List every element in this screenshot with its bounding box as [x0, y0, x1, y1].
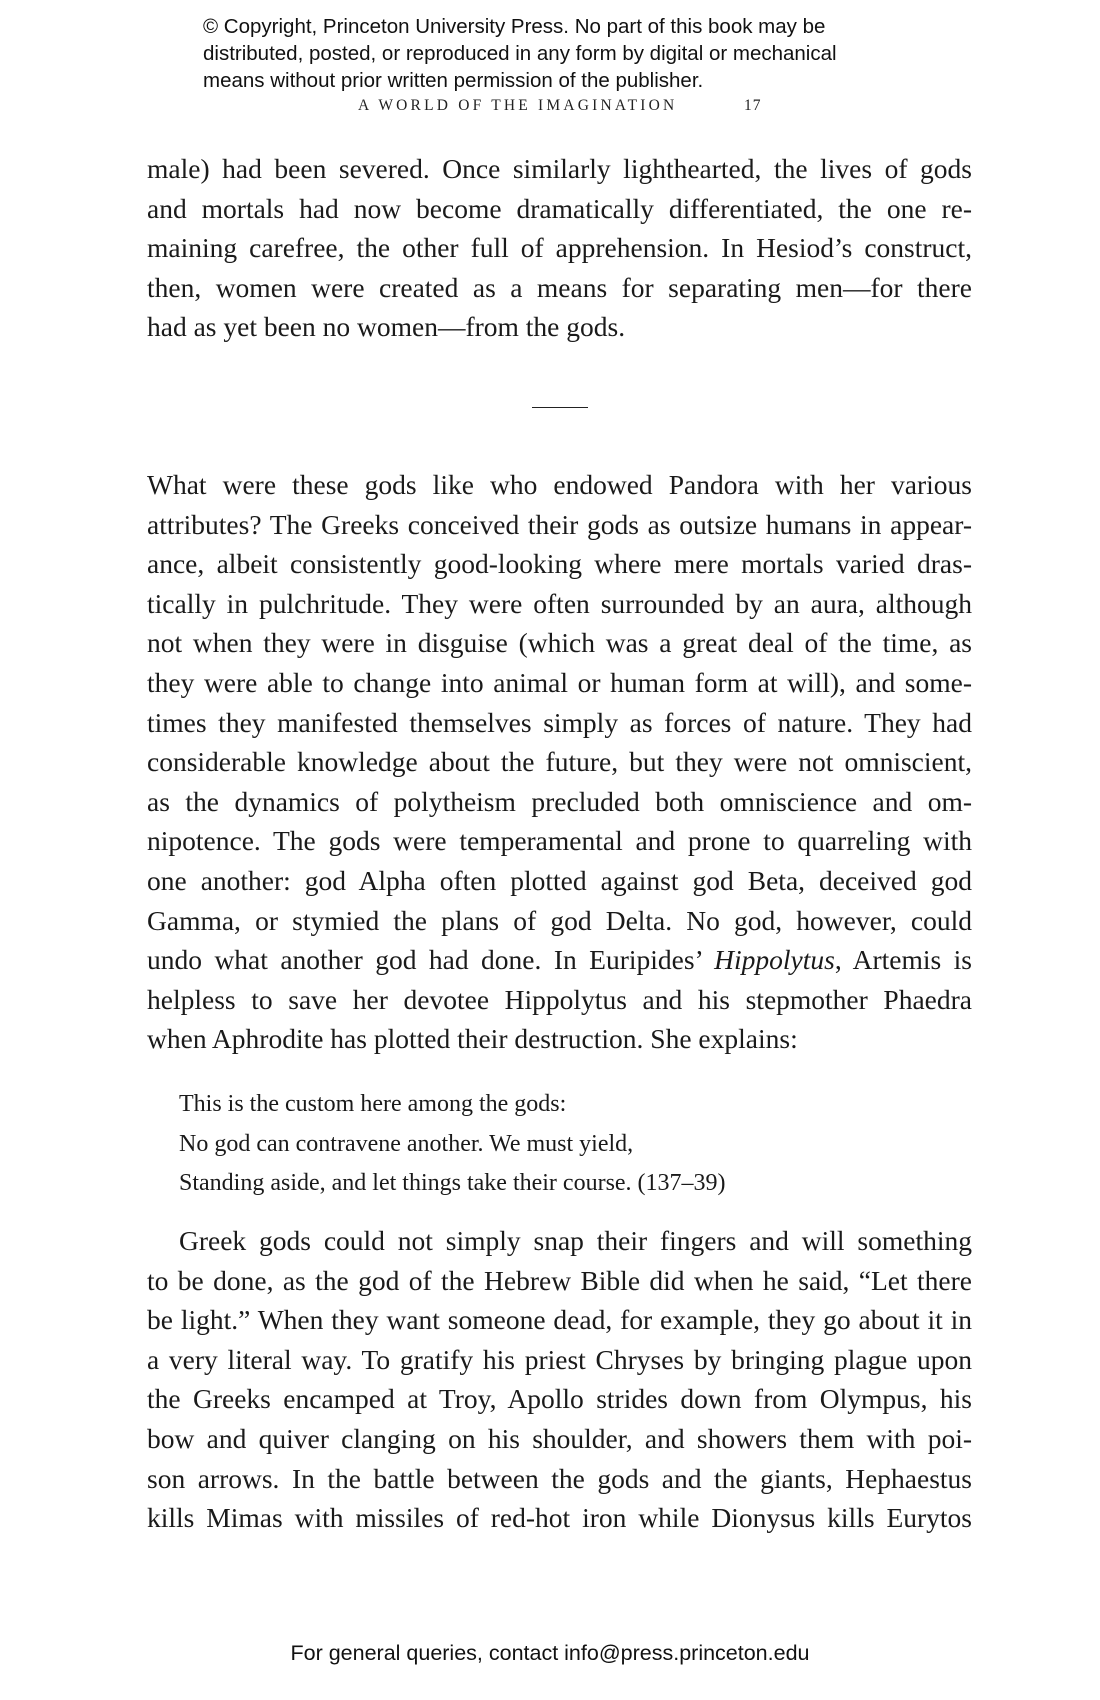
- text-line: What were these gods like who endowed Pandora with her various: [147, 469, 972, 500]
- text-line: nipotence. The gods were temperamental and prone to quarreling with: [147, 825, 972, 857]
- text-line: as the dynamics of polytheism precluded both omniscience and om-: [147, 785, 972, 817]
- text-line: considerable knowledge about the future, but they were not omniscient,: [147, 746, 972, 778]
- text-line: to be done, as the god of the Hebrew Bible did when he said, “Let there: [147, 1264, 972, 1296]
- text-line: tically in pulchritude. They were often surrounded by an aura, although: [147, 587, 972, 619]
- text-line: ance, albeit consistently good-looking where mere mortals varied dras-: [147, 548, 972, 580]
- text-line: one another: god Alpha often plotted against god Beta, deceived god: [147, 864, 972, 896]
- work-title: Hippolytus: [714, 944, 835, 976]
- text-line: times they manifested themselves simply as forces of nature. They had: [147, 706, 972, 738]
- copyright-line: means without prior written permission of the publisher.: [203, 69, 704, 92]
- running-head-title: A WORLD OF THE IMAGINATION: [358, 97, 678, 114]
- copyright-notice: [203, 13, 963, 94]
- text-line: had as yet been no women—from the gods.: [147, 311, 626, 343]
- text-line: maining carefree, the other full of apprehension. In Hesiod’s construct,: [147, 232, 972, 264]
- page-number: 17: [744, 97, 762, 114]
- text-line: and mortals had now become dramatically differentiated, the one re-: [147, 192, 972, 224]
- paragraph-1: [147, 149, 972, 347]
- text-line: Gamma, or stymied the plans of god Delta. No god, however, could: [147, 904, 972, 936]
- text-fragment: undo what another god had done. In Euripides’: [147, 944, 715, 976]
- block-quotation: [179, 1085, 726, 1204]
- verse-line: No god can contravene another. We must yield,: [179, 1130, 634, 1157]
- verse-line: Standing aside, and let things take their course. (137–39): [179, 1170, 726, 1196]
- text-line: [147, 940, 972, 980]
- text-line: be light.” When they want someone dead, for example, they go about it in: [147, 1304, 972, 1336]
- text-line: son arrows. In the battle between the gods and the giants, Hephaestus: [147, 1462, 972, 1494]
- text-line: bow and quiver clanging on his shoulder, and showers them with poi-: [147, 1422, 972, 1454]
- text-line: they were able to change into animal or human form at will), and some-: [147, 666, 972, 698]
- text-line: a very literal way. To gratify his priest Chryses by bringing plague upon: [147, 1343, 972, 1375]
- paragraph-2: [147, 465, 972, 1059]
- text-line: male) had been severed. Once similarly lighthearted, the lives of gods: [147, 153, 972, 184]
- copyright-line: © Copyright, Princeton University Press. No part of this book may be: [203, 15, 826, 38]
- text-line: not when they were in disguise (which was a great deal of the time, as: [147, 627, 972, 659]
- text-line: Greek gods could not simply snap their fingers and will something: [179, 1225, 972, 1256]
- text-line: attributes? The Greeks conceived their gods as outsize humans in appear-: [147, 508, 972, 540]
- text-line: then, women were created as a means for separating men—for there: [147, 271, 972, 303]
- text-fragment: , Artemis is: [834, 944, 972, 976]
- verse-line: This is the custom here among the gods:: [179, 1091, 567, 1117]
- section-break-rule: [532, 407, 588, 408]
- paragraph-3: [147, 1221, 972, 1538]
- copyright-line: distributed, posted, or reproduced in any form by digital or mechanical: [203, 42, 837, 65]
- text-line: the Greeks encamped at Troy, Apollo strides down from Olympus, his: [147, 1383, 972, 1415]
- text-line: helpless to save her devotee Hippolytus and his stepmother Phaedra: [147, 983, 972, 1015]
- text-line: when Aphrodite has plotted their destruction. She explains:: [147, 1023, 798, 1055]
- text-line: kills Mimas with missiles of red-hot iron while Dionysus kills Eurytos: [147, 1502, 972, 1534]
- footer-contact: For general queries, contact info@press.princeton.edu: [290, 1641, 810, 1665]
